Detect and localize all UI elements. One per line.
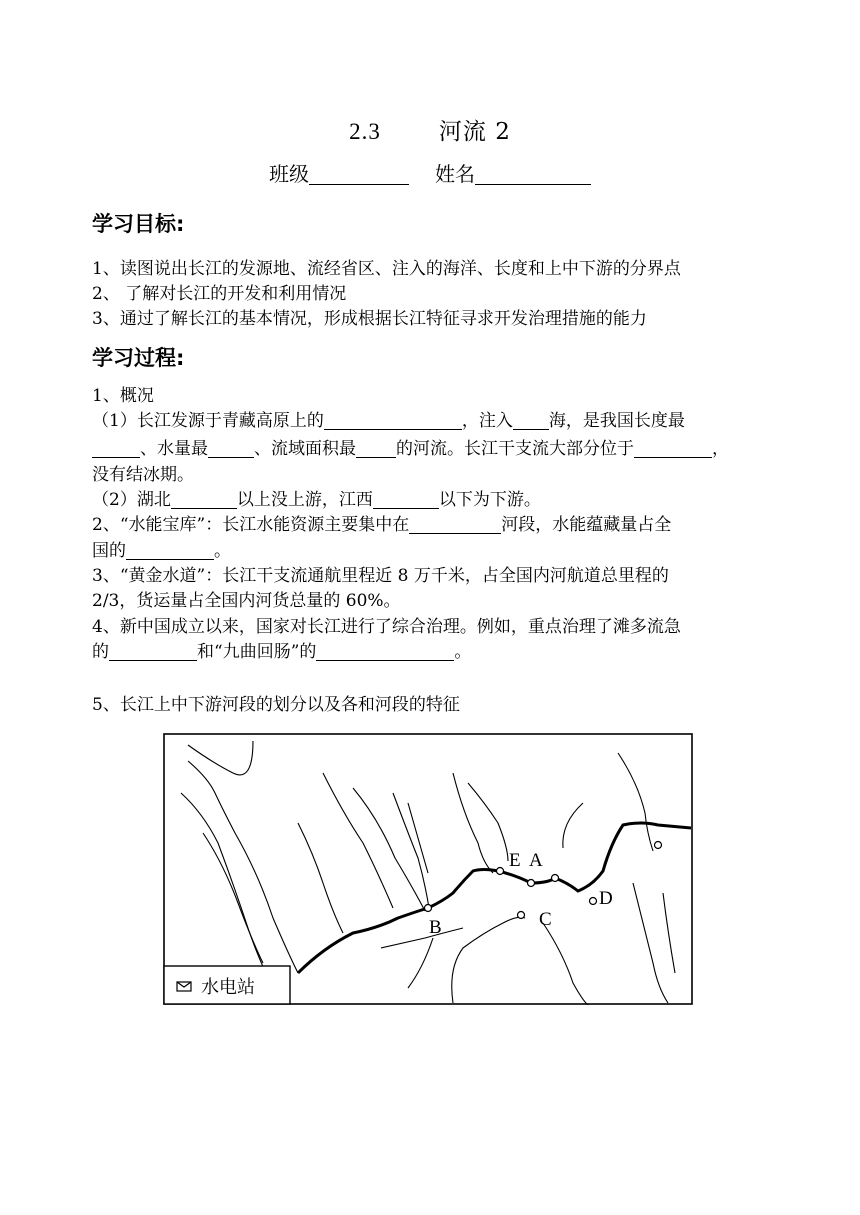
section-4-line-b [92,637,471,662]
page-title [0,113,860,146]
text: ，注入 [461,411,513,431]
map-label-e: E [509,850,521,871]
map-label-c: C [539,909,552,930]
section-2-line-a [92,510,671,535]
process-heading: 学习过程: [92,346,185,370]
text: 的 [92,642,109,662]
text: 的河流。长江干支流大部分位于 [396,439,634,459]
text: 、水量最 [140,439,208,459]
map-label-b: B [429,917,442,938]
text: 2、“水能宝库”：长江水能资源主要集中在 [92,515,410,535]
section-3-line-b: 2/3，货运量占全国内河货总量的 60%。 [92,591,401,611]
text: 。 [454,642,472,662]
blank-hydro-share[interactable] [126,539,214,560]
blank-source[interactable] [324,409,462,430]
text: 国的 [92,541,126,561]
text: 以上没上游，江西 [236,490,373,510]
text: 河段，水能蕴藏量占全 [501,515,672,535]
name-label: 姓名 [435,162,475,186]
blank-sea[interactable] [513,409,549,430]
section-3-line-a: 3、“黄金水道”：长江干支流通航里程近 8 万千米，占全国内河航道总里程的 [92,566,669,586]
blank-hydro-section[interactable] [409,513,501,534]
class-label: 班级 [269,162,309,186]
text: 。 [214,541,231,561]
section-2-line-b [92,536,231,561]
blank-meander-section[interactable] [316,640,454,661]
blank-length[interactable] [92,437,140,458]
section-1-line-b [92,434,729,459]
text: （1）长江发源于青藏高原上的 [92,411,324,431]
blank-rapids-section[interactable] [109,640,197,661]
section-1-line-d [92,485,541,510]
lesson-name: 河流 2 [438,119,511,145]
section-1-line-a [92,406,685,431]
section-4-line-a: 4、新中国成立以来，国家对长江进行了综合治理。例如，重点治理了滩多流急 [92,617,681,637]
yangtze-river-map [163,733,693,1005]
blank-area[interactable] [356,437,396,458]
objectives-heading: 学习目标: [92,212,185,236]
text: ， [712,439,729,459]
blank-volume[interactable] [208,437,254,458]
section-5-title: 5、长江上中下游河段的划分以及各和河段的特征 [92,695,460,715]
lesson-number: 2.3 [349,119,381,144]
objective-item: 3、通过了解长江的基本情况，形成根据长江特征寻求开发治理措施的能力 [92,309,647,329]
legend-label: 水电站 [201,977,255,998]
objective-item: 2、 了解对长江的开发和利用情况 [92,284,347,304]
blank-upper-boundary[interactable] [171,488,237,509]
blank-zone[interactable] [634,437,712,458]
map-label-a: A [529,850,543,871]
name-blank[interactable] [475,164,591,185]
class-blank[interactable] [309,164,409,185]
section-1-title: 1、概况 [92,386,154,406]
objective-item: 1、读图说出长江的发源地、流经省区、注入的海洋、长度和上中下游的分界点 [92,259,681,279]
student-info [0,158,860,187]
section-1-line-c: 没有结冰期。 [92,465,194,485]
text: 和“九曲回肠”的 [197,642,317,662]
text: 以下为下游。 [438,490,541,510]
blank-lower-boundary[interactable] [373,488,439,509]
text: 海，是我国长度最 [548,411,685,431]
map-label-d: D [599,888,613,909]
text: 、流域面积最 [254,439,356,459]
text: （2）湖北 [92,490,171,510]
